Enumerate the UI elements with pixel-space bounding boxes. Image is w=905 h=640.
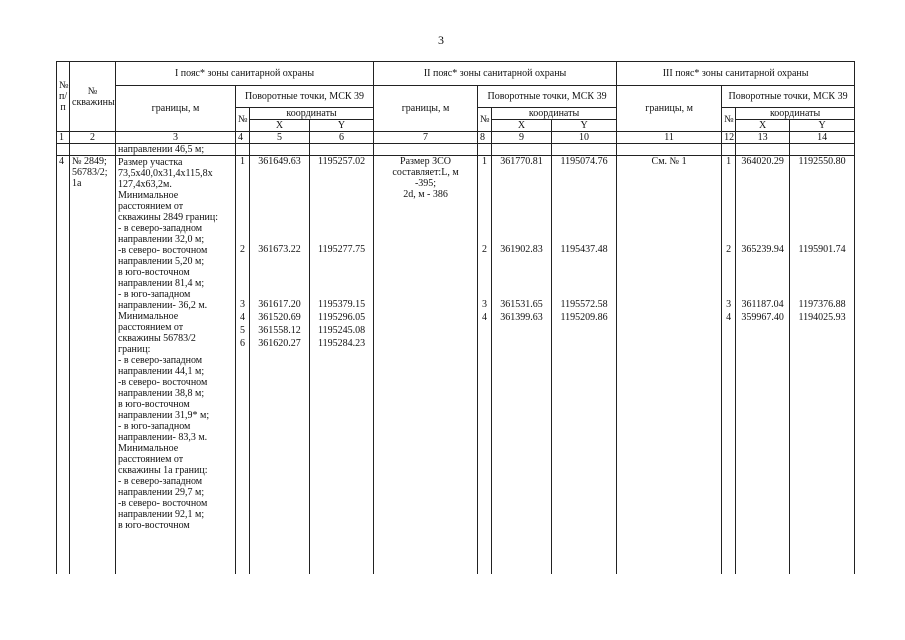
- belt3-point-n: 4: [726, 312, 732, 323]
- header-belt3-points: Поворотные точки, МСК 39: [722, 86, 855, 108]
- header-belt3: III пояс* зоны санитарной охраны: [617, 62, 855, 86]
- belt1-point-y-values: [310, 156, 374, 574]
- belt1-point-numbers: [236, 156, 250, 574]
- belt1-point-x: 361620.27: [258, 338, 301, 349]
- belt2-point-n: 2: [482, 244, 488, 255]
- belt3-point-x: 361187.04: [741, 299, 784, 310]
- belt3-borders-text: См. № 1: [617, 156, 722, 574]
- header-belt2-points: Поворотные точки, МСК 39: [478, 86, 617, 108]
- belt3-point-x-values: [736, 156, 790, 574]
- belt1-point-y: 1195379.15: [317, 299, 366, 310]
- header-belt1-x: X: [250, 120, 310, 132]
- header-belt1-points: Поворотные точки, МСК 39: [236, 86, 374, 108]
- belt2-point-y: 1195437.48: [560, 244, 608, 255]
- belt1-point-y: 1195277.75: [317, 244, 366, 255]
- belt1-point-y: 1195296.05: [317, 312, 366, 323]
- well-numbers: № 2849; 56783/2; 1а: [70, 156, 116, 574]
- column-number: 9: [492, 132, 552, 144]
- belt3-point-y: 1195901.74: [798, 244, 846, 255]
- belt3-point-x: 364020.29: [741, 156, 784, 167]
- header-belt1: I пояс* зоны санитарной охраны: [116, 62, 374, 86]
- header-belt2-x: X: [492, 120, 552, 132]
- belt3-point-n: 3: [726, 299, 732, 310]
- column-number: 10: [552, 132, 617, 144]
- belt1-point-x: 361673.22: [258, 244, 301, 255]
- row-number: 4: [57, 156, 70, 574]
- belt2-point-y: 1195074.76: [560, 156, 608, 167]
- belt1-borders-text: Размер участка 73,5х40,0х31,4х115,8х 127,4х63,2м. Минимальное расстоянием от скважины 2849 границ: - в северо-западном направлении 32,0 м; -в северо- восточном направлении 5,20 м; в юго-восточном направлении 81,4 м; - в юго-западном направлении- 36,2 м. Минимальное расстоянием от скважины 56783/2 границ: - в северо-западном направлении 44,1 м; -в северо- восточном направлении 38,8 м; в юго-восточном направлении 31,9* м; - в юго-западном направлении- 83,3 м. Минимальное расстоянием от скважины 1а границ: - в северо-западном направлении 29,7 м; -в северо- восточном направлении 92,1 м; в юго-восточном: [116, 156, 236, 574]
- column-number: 5: [250, 132, 310, 144]
- belt1-point-n: 4: [240, 312, 245, 323]
- column-number: 1: [57, 132, 70, 144]
- belt2-point-y-values: [552, 156, 617, 574]
- belt2-point-x: 361531.65: [500, 299, 543, 310]
- belt2-point-x: 361770.81: [500, 156, 543, 167]
- belt2-point-x: 361399.63: [500, 312, 543, 323]
- belt1-point-y: 1195284.23: [317, 338, 366, 349]
- header-belt2-coords: координаты: [492, 108, 617, 120]
- header-belt3-x: X: [736, 120, 790, 132]
- belt1-point-n: 1: [240, 156, 245, 167]
- belt2-point-y: 1195209.86: [560, 312, 608, 323]
- belt3-point-y: 1194025.93: [798, 312, 846, 323]
- belt2-point-n: 1: [482, 156, 488, 167]
- column-number: 6: [310, 132, 374, 144]
- column-number: 8: [478, 132, 492, 144]
- belt1-point-y: 1195257.02: [317, 156, 366, 167]
- header-belt2-borders: границы, м: [374, 86, 478, 132]
- belt3-point-x: 359967.40: [741, 312, 784, 323]
- column-number: 7: [374, 132, 478, 144]
- belt2-point-n: 4: [482, 312, 488, 323]
- belt3-point-x: 365239.94: [741, 244, 784, 255]
- belt3-point-n: 2: [726, 244, 732, 255]
- page-number: 3: [438, 33, 444, 47]
- belt3-point-y-values: [790, 156, 855, 574]
- column-number: 11: [617, 132, 722, 144]
- header-col-no: № п/п: [57, 62, 70, 132]
- belt1-point-x: 361649.63: [258, 156, 301, 167]
- header-belt1-y: Y: [310, 120, 374, 132]
- column-number: 2: [70, 132, 116, 144]
- belt3-point-numbers: [722, 156, 736, 574]
- column-number: 14: [790, 132, 855, 144]
- belt3-point-y: 1197376.88: [798, 299, 846, 310]
- column-number-row: [57, 132, 855, 144]
- header-belt1-coords: координаты: [250, 108, 374, 120]
- belt2-point-x-values: [492, 156, 552, 574]
- belt1-point-x: 361520.69: [258, 312, 301, 323]
- belt3-point-n: 1: [726, 156, 732, 167]
- continuation-text: направлении 46,5 м;: [116, 144, 236, 156]
- header-belt3-coords: координаты: [736, 108, 855, 120]
- belt1-point-n: 2: [240, 244, 245, 255]
- column-number: 12: [722, 132, 736, 144]
- table-row: [57, 156, 855, 574]
- sanitary-zone-table: [56, 61, 855, 574]
- header-belt2-num: №: [478, 108, 492, 132]
- belt1-point-y: 1195245.08: [317, 325, 366, 336]
- header-belt2-y: Y: [552, 120, 617, 132]
- belt1-point-n: 3: [240, 299, 245, 310]
- column-number: 3: [116, 132, 236, 144]
- belt1-point-x: 361558.12: [258, 325, 301, 336]
- belt1-point-x-values: [250, 156, 310, 574]
- header-belt1-num: №: [236, 108, 250, 132]
- header-belt3-num: №: [722, 108, 736, 132]
- belt2-point-n: 3: [482, 299, 488, 310]
- header-col-well: № скважины: [70, 62, 116, 132]
- belt3-point-y: 1192550.80: [798, 156, 846, 167]
- column-number: 13: [736, 132, 790, 144]
- belt1-point-n: 6: [240, 338, 245, 349]
- header-belt3-borders: границы, м: [617, 86, 722, 132]
- column-number: 4: [236, 132, 250, 144]
- continuation-row: [57, 144, 855, 156]
- header-belt3-y: Y: [790, 120, 855, 132]
- header-belt1-borders: границы, м: [116, 86, 236, 132]
- belt2-point-numbers: [478, 156, 492, 574]
- belt1-point-x: 361617.20: [258, 299, 301, 310]
- header-belt2: II пояс* зоны санитарной охраны: [374, 62, 617, 86]
- belt2-borders-text: Размер ЗСО составляет:L, м -395; 2d, м - 386: [374, 156, 478, 574]
- belt2-point-x: 361902.83: [500, 244, 543, 255]
- belt2-point-y: 1195572.58: [560, 299, 608, 310]
- belt1-point-n: 5: [240, 325, 245, 336]
